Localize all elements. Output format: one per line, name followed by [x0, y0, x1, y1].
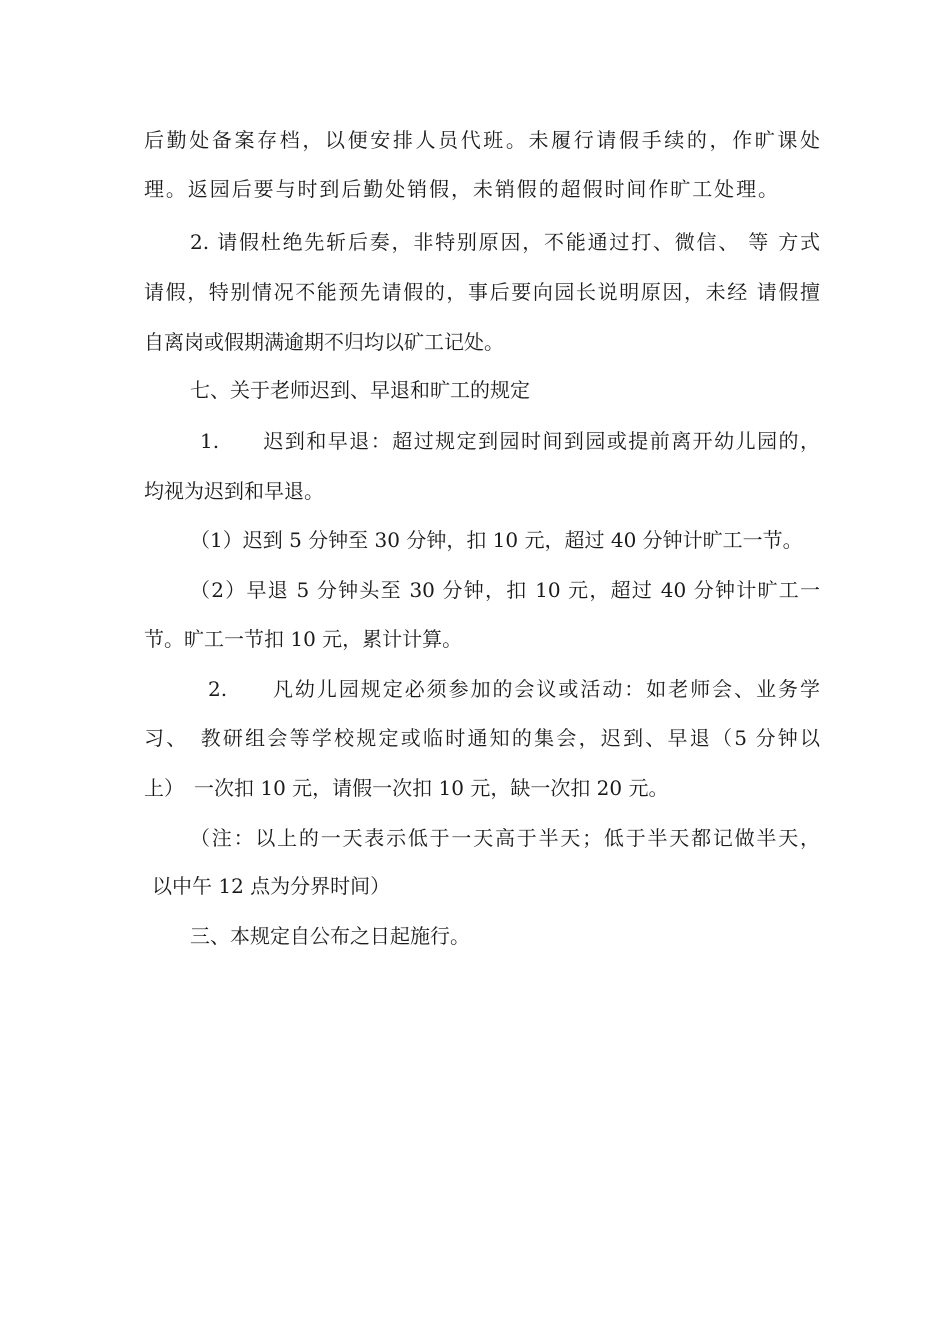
paragraph-line: 均视为迟到和早退。: [144, 479, 324, 503]
paragraph-line: 后勤处备案存档，以便安排人员代班。未履行请假手续的，作旷课处: [144, 128, 820, 152]
paragraph-line: 理。返园后要与时到后勤处销假，未销假的超假时间作旷工处理。: [144, 177, 778, 201]
section-heading: 三、本规定自公布之日起施行。: [190, 924, 470, 948]
paragraph-line: 2. 请假杜绝先斩后奏，非特别原因，不能通过打、微信、 等 方式: [190, 230, 820, 254]
note-line: 以中午 12 点为分界时间）: [152, 874, 391, 898]
paragraph-line: 习、 教研组会等学校规定或临时通知的集会，迟到、早退（5 分钟以: [144, 726, 820, 750]
paragraph-line: 自离岗或假期满逾期不归均以矿工记处。: [144, 330, 504, 354]
paragraph-line: 上） 一次扣 10 元，请假一次扣 10 元，缺一次扣 20 元。: [144, 776, 669, 800]
list-item: 2. 凡幼儿园规定必须参加的会议或活动：如老师会、业务学: [208, 677, 820, 701]
note-line: （注：以上的一天表示低于一天高于半天；低于半天都记做半天，: [190, 826, 820, 850]
section-heading: 七、关于老师迟到、早退和旷工的规定: [190, 378, 530, 402]
paragraph-line: 请假，特别情况不能预先请假的，事后要向园长说明原因，未经 请假擅: [144, 280, 820, 304]
list-item: 1. 迟到和早退：超过规定到园时间到园或提前离开幼儿园的，: [200, 429, 820, 453]
list-item: （1）迟到 5 分钟至 30 分钟，扣 10 元，超过 40 分钟计旷工一节。: [190, 528, 803, 552]
paragraph-line: 节。旷工一节扣 10 元，累计计算。: [144, 627, 463, 651]
list-item: （2）早退 5 分钟头至 30 分钟，扣 10 元，超过 40 分钟计旷工一: [190, 578, 820, 602]
